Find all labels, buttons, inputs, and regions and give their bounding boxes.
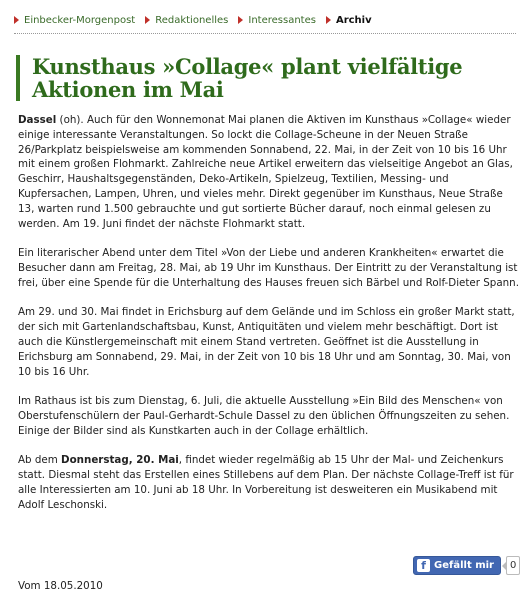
article-dateline: Dassel — [18, 114, 57, 126]
facebook-like-widget — [413, 556, 520, 575]
article-paragraph-5-pre: Ab dem — [18, 454, 62, 467]
arrow-right-icon — [145, 16, 150, 24]
breadcrumb-item-interessantes[interactable] — [238, 15, 316, 26]
article-paragraph-2: Ein literarischer Abend unter dem Titel »Von der Liebe und anderen Krankheiten« erwartet die Besucher dann am Freitag, 28. Mai, ab 19 Uhr im Kunsthaus. Der Eintritt zu der Veranstaltung ist frei, über eine Spende für die Unterhaltung des Hauses freuen sich Bärbel und Rolf-Dieter Spann. — [18, 247, 519, 289]
arrow-right-icon — [238, 16, 243, 24]
breadcrumb-link[interactable]: Einbecker-Morgenpost — [24, 14, 136, 26]
article-title: Kunsthaus »Collage« plant vielfältige Aktionen im Mai — [32, 54, 463, 102]
breadcrumb-item-redaktionelles[interactable] — [145, 15, 228, 26]
article-paragraph-5-strong: Donnerstag, 20. Mai — [61, 454, 179, 467]
article-paragraph-1-text: (oh). Auch für den Wonnemonat Mai planen die Aktiven im Kunsthaus »Collage« wieder einige interessante Veranstaltungen. So lockt die Collage-Scheune in der Neuen Straße 26/Parkplatz beispielsweise am kommenden Sonnabend, 22. Mai, in der Zeit von 10 bis 16 Uhr mit einem großen Flohmarkt. Zahlreiche neue Artikel erweitern das vielseitige Angebot an Glas, Geschirr, Haushaltsgegenständen, Deko-Artikeln, Spielzeug, Textilien, Messing- und Kupfersachen, Lampen, Uhren, und vieles mehr. Direkt gegenüber im Kunsthaus, Neue Straße 13, warten rund 1.500 gebrauchte und gut sortierte Bücher darauf, noch einmal gelesen zu werden. Am 19. Juni findet der nächste Flohmarkt statt. — [18, 114, 513, 230]
breadcrumb — [14, 12, 514, 28]
breadcrumb-item-archiv — [326, 15, 372, 26]
arrow-right-icon — [14, 16, 19, 24]
breadcrumb-link[interactable]: Interessantes — [248, 14, 316, 26]
article-date: Vom 18.05.2010 — [18, 580, 103, 592]
facebook-like-label: Gefällt mir — [434, 560, 494, 571]
article-title-block — [16, 55, 516, 101]
facebook-icon: f — [417, 559, 430, 572]
breadcrumb-link[interactable]: Redaktionelles — [155, 14, 229, 26]
article-paragraph-1 — [18, 113, 520, 231]
breadcrumb-current: Archiv — [335, 14, 372, 26]
facebook-like-count: 0 — [506, 556, 520, 575]
breadcrumb-item-einbecker-morgenpost[interactable] — [14, 15, 135, 26]
article-paragraph-3: Am 29. und 30. Mai findet in Erichsburg auf dem Gelände und im Schloss ein großer Markt statt, der sich mit Gartenlandschaftsbau, Kunst, Antiquitäten und vielem mehr beschäftigt. Dort ist auch die Künstlergemeinschaft mit einem Stand vertreten. Geöffnet ist die Ausstellung in Erichsburg am Sonnabend, 29. Mai, in der Zeit von 10 bis 18 Uhr und am Sonntag, 30. Mai, von 10 bis 16 Uhr. — [18, 306, 515, 378]
article-body — [18, 113, 520, 527]
arrow-right-icon — [326, 16, 331, 24]
breadcrumb-divider — [14, 33, 516, 34]
article-paragraph-5 — [18, 453, 520, 512]
facebook-like-button[interactable] — [413, 556, 501, 575]
article-paragraph-5-post: , findet wieder regelmäßig ab 15 Uhr der Mal- und Zeichenkurs statt. Diesmal steht das Erstellen eines Stillebens auf dem Plan. Der nächste Collage-Treff ist für alle Interessierten am 10. Juni ab 18 Uhr. In Vorbereitung ist desweiteren ein Musikabend mit Adolf Leschonski. — [18, 454, 514, 511]
article-paragraph-4: Im Rathaus ist bis zum Dienstag, 6. Juli, die aktuelle Ausstellung »Ein Bild des Menschen« von Oberstufenschülern der Paul-Gerhardt-Schule Dassel zu den üblichen Öffnungszeiten zu sehen. Einige der Bilder sind als Kunstkarten auch in der Collage erhältlich. — [18, 395, 510, 437]
